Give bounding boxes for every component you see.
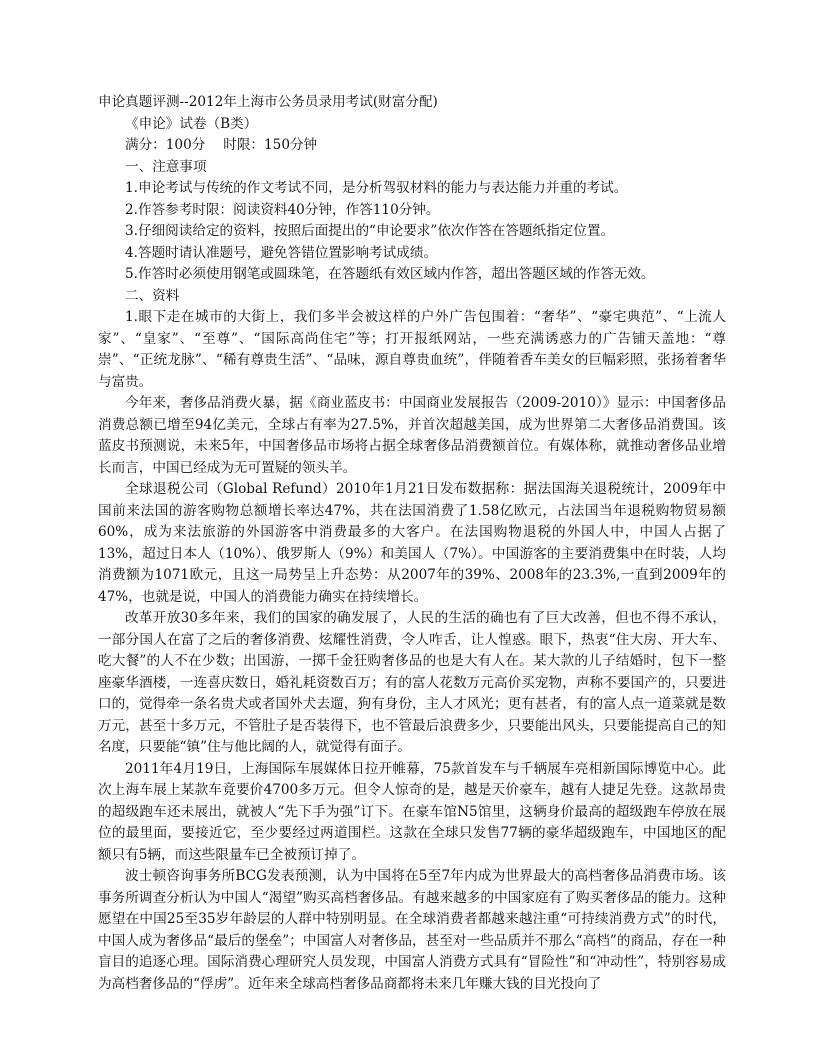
document-page [98,92,726,995]
section-heading-notes: 一、注意事项 [125,158,207,175]
score-time-line: 满分：100分 时限：150分钟 [125,137,318,153]
note-item: 2.作答参考时限：阅读资料40分钟，作答110分钟。 [125,201,440,218]
material-paragraph: 波士顿咨询事务所BCG发表预测，认为中国将在5至7年内成为世界最大的高档奢侈品消费市场。该事务所调查分析认为中国人“渴望”购买高档奢侈品。有越来越多的中国家庭有了购买奢侈品的能力。这种愿望在中国25至35岁年龄层的人群中特别明显。在全球消费者都越来越注重“可持续消费方式”的时代，中国人成为奢侈品“最后的堡垒”；中国富人对奢侈品，甚至对一些品质并不那么“高档”的商品，存在一种盲目的追逐心理。国际消费心理研究人员发现，中国富人消费方式具有“冒险性”和“冲动性”，特别容易成为高档奢侈品的“俘虏”。近年来全球高档奢侈品商都将未来几年赚大钱的目光投向了 [98,868,726,992]
material-paragraph: 1.眼下走在城市的大街上，我们多半会被这样的户外广告包围着：“奢华”、“豪宅典范”、“上流人家”、“皇家”、“至尊”、“国际高尚住宅”等；打开报纸网站，一些充满诱惑力的广告铺天盖地：“尊崇”、“正统龙脉”、“稀有尊贵生活”、“品味，源自尊贵血统”，伴随着香车美女的巨幅彩照，张扬着奢华与富贵。 [98,309,726,390]
note-item: 3.仔细阅读给定的资料，按照后面提出的“申论要求”依次作答在答题纸指定位置。 [125,223,615,239]
section-heading-materials: 二、资料 [125,287,180,304]
material-paragraph: 全球退税公司（Global Refund）2010年1月21日发布数据称：据法国海关退税统计，2009年中国前来法国的游客购物总额增长率达47%，共在法国消费了1.58亿欧元，占法国当年退税购物贸易额60%，成为来法旅游的外国游客中消费最多的大客户。在法国购物退税的外国人中，中国人占据了13%，超过日本人（10%）、俄罗斯人（9%）和美国人（7%）。中国游客的主要消费集中在时装，人均消费额为1071欧元，且这一局势呈上升态势：从2007年的39%、2008年的23.3%,一直到2009年的47%，也就是说，中国人的消费能力确实在持续增长。 [98,481,726,605]
note-item: 5.作答时必须使用钢笔或圆珠笔，在答题纸有效区域内作答，超出答题区域的作答无效。 [125,266,655,282]
exam-subtitle: 《申论》试卷（B类） [125,115,258,132]
material-paragraph: 2011年4月19日，上海国际车展媒体日拉开帷幕，75款首发车与千辆展车亮相新国际博览中心。此次上海车展上某款车竟要价4700多万元。但令人惊奇的是，越是天价豪车，越有人捷足先登。这款昂贵的超级跑车还未展出，就被人“先下手为强”订下。在豪车馆N5馆里，这辆身价最高的超级跑车停放在展位的最里面，要接近它，至少要经过两道围栏。这款在全球只发售77辆的豪华超级跑车，中国地区的配额只有5辆，而这些限量车已全被预订掉了。 [98,760,726,863]
material-paragraph: 改革开放30多年来，我们的国家的确发展了，人民的生活的确也有了巨大改善，但也不得不承认，一部分国人在富了之后的奢侈消费、炫耀性消费，令人咋舌，让人惶惑。眼下，热衷“住大房、开大车、吃大餐”的人不在少数；出国游，一掷千金狂购奢侈品的也是大有人在。某大款的儿子结婚时，包下一整座豪华酒楼，一连喜庆数日，婚礼耗资数百万；有的富人花数万元高价买宠物，声称不要国产的，只要进口的，觉得牵一条名贵犬或者国外犬去遛，狗有身份，主人才风光；更有甚者，有的富人点一道菜就是数万元，甚至十多万元，不管肚子是否装得下，也不管最后浪费多少，只要能出风头，只要能提高自己的知名度，只要能“镇”住与他比阔的人，就觉得有面子。 [98,610,726,755]
note-item: 1.申论考试与传统的作文考试不同，是分析驾驭材料的能力与表达能力并重的考试。 [125,180,628,196]
document-title: 申论真题评测--2012年上海市公务员录用考试(财富分配) [98,94,438,110]
note-item: 4.答题时请认准题号，避免答错位置影响考试成绩。 [125,244,438,261]
material-paragraph: 今年来，奢侈品消费火暴，据《商业蓝皮书：中国商业发展报告（2009-2010）》显示：中国奢侈品消费总额已增至94亿美元，全球占有率为27.5%，并首次超越美国，成为世界第二大奢侈品消费国。该蓝皮书预测说，未来5年，中国奢侈品市场将占据全球奢侈品消费额首位。有媒体称，就推动奢侈品业增长而言，中国已经成为无可置疑的领头羊。 [98,395,726,476]
